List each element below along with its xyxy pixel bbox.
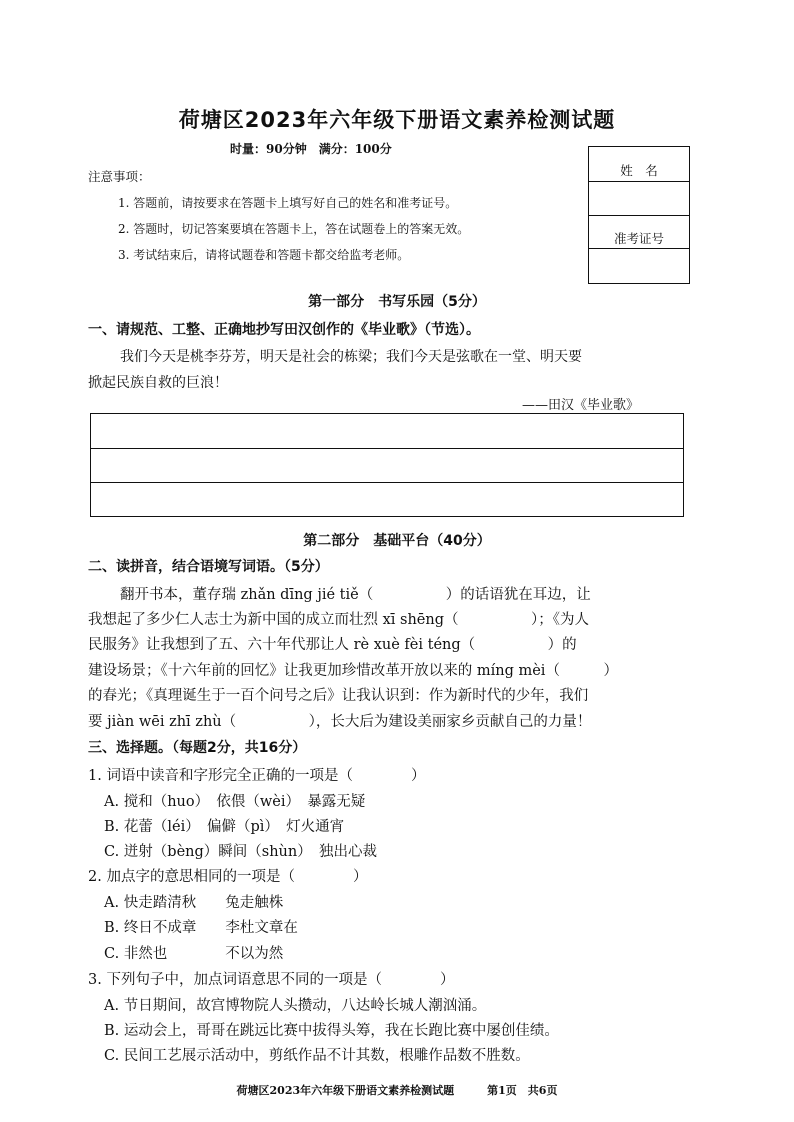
pinyin-line: 民服务》让我想到了五、六十年代那让人 rè xuè fèi téng（ ）的	[88, 637, 577, 653]
question-stem: 3. 下列句子中，加点词语意思不同的一项是（ ）	[88, 972, 455, 988]
question-option: C. 迸射（bèng）瞬间（shùn） 独出心裁	[104, 844, 377, 860]
pinyin-line: 我想起了多少仁人志士为新中国的成立而壮烈 xī shēng（ ）；《为人	[88, 612, 590, 628]
pinyin-line: 要 jiàn wēi zhī zhù（ ），长大后为建设美丽家乡贡献自己的力量！	[88, 714, 592, 730]
name-label: 姓 名	[620, 163, 658, 178]
note-item: 1. 答题前，请按要求在答题卡上填写好自己的姓名和准考证号。	[118, 196, 458, 210]
question-option: A. 搅和（huo） 依偎（wèi） 暴露无疑	[104, 794, 366, 810]
part1-heading: 第一部分 书写乐园（5分）	[308, 294, 486, 310]
question-1-heading: 一、请规范、工整、正确地抄写田汉创作的《毕业歌》（节选）。	[88, 322, 480, 338]
part2-heading: 第二部分 基础平台（40分）	[303, 533, 491, 549]
notes-heading: 注意事项：	[88, 169, 151, 184]
exam-time-score: 时量：90分钟 满分：100分	[230, 142, 392, 156]
note-item: 3. 考试结束后，请将试题卷和答题卡都交给监考老师。	[118, 248, 410, 262]
pinyin-line: 的春光；《真理诞生于一百个问号之后》让我认识到：作为新时代的少年，我们	[88, 688, 589, 704]
copy-text-line: 掀起民族自救的巨浪！	[88, 375, 228, 391]
pinyin-line: 翻开书本，董存瑞 zhǎn dīng jié tiě（ ）的话语犹在耳边，让	[120, 587, 591, 603]
name-id-box	[588, 146, 690, 284]
copy-text-line: 我们今天是桃李芬芳，明天是社会的栋梁；我们今天是弦歌在一堂、明天要	[120, 349, 582, 365]
handwriting-box[interactable]	[90, 413, 684, 517]
question-stem: 2. 加点字的意思相同的一项是（ ）	[88, 869, 368, 885]
question-option: A. 快走踏清秋 兔走触株	[104, 895, 284, 911]
question-option: B. 终日不成章 李杜文章在	[104, 920, 298, 936]
question-3-heading: 三、选择题。（每题2分，共16分）	[88, 740, 307, 756]
pinyin-line: 建设场景；《十六年前的回忆》让我更加珍惜改革开放以来的 míng mèi（ ）	[88, 663, 618, 679]
question-option: C. 民间工艺展示活动中，剪纸作品不计其数，根雕作品数不胜数。	[104, 1048, 530, 1064]
question-option: B. 花蕾（léi） 偏僻（pì） 灯火通宵	[104, 819, 345, 835]
question-2-heading: 二、读拼音，结合语境写词语。（5分）	[88, 559, 329, 575]
page-footer: 荷塘区2023年六年级下册语文素养检测试题 第1页 共6页	[236, 1084, 558, 1097]
question-option: C. 非然也 不以为然	[104, 946, 284, 962]
page-title: 荷塘区2023年六年级下册语文素养检测试题	[178, 108, 616, 132]
note-item: 2. 答题时，切记答案要填在答题卡上，答在试题卷上的答案无效。	[118, 222, 470, 236]
question-option: B. 运动会上，哥哥在跳远比赛中拔得头筹，我在长跑比赛中屡创佳绩。	[104, 1023, 559, 1039]
id-label: 准考证号	[613, 231, 664, 246]
question-option: A. 节日期间，故宫博物院人头攒动，八达岭长城人潮汹涌。	[104, 998, 487, 1014]
attribution: ——田汉《毕业歌》	[522, 398, 640, 413]
question-stem: 1. 词语中读音和字形完全正确的一项是（ ）	[88, 768, 426, 784]
